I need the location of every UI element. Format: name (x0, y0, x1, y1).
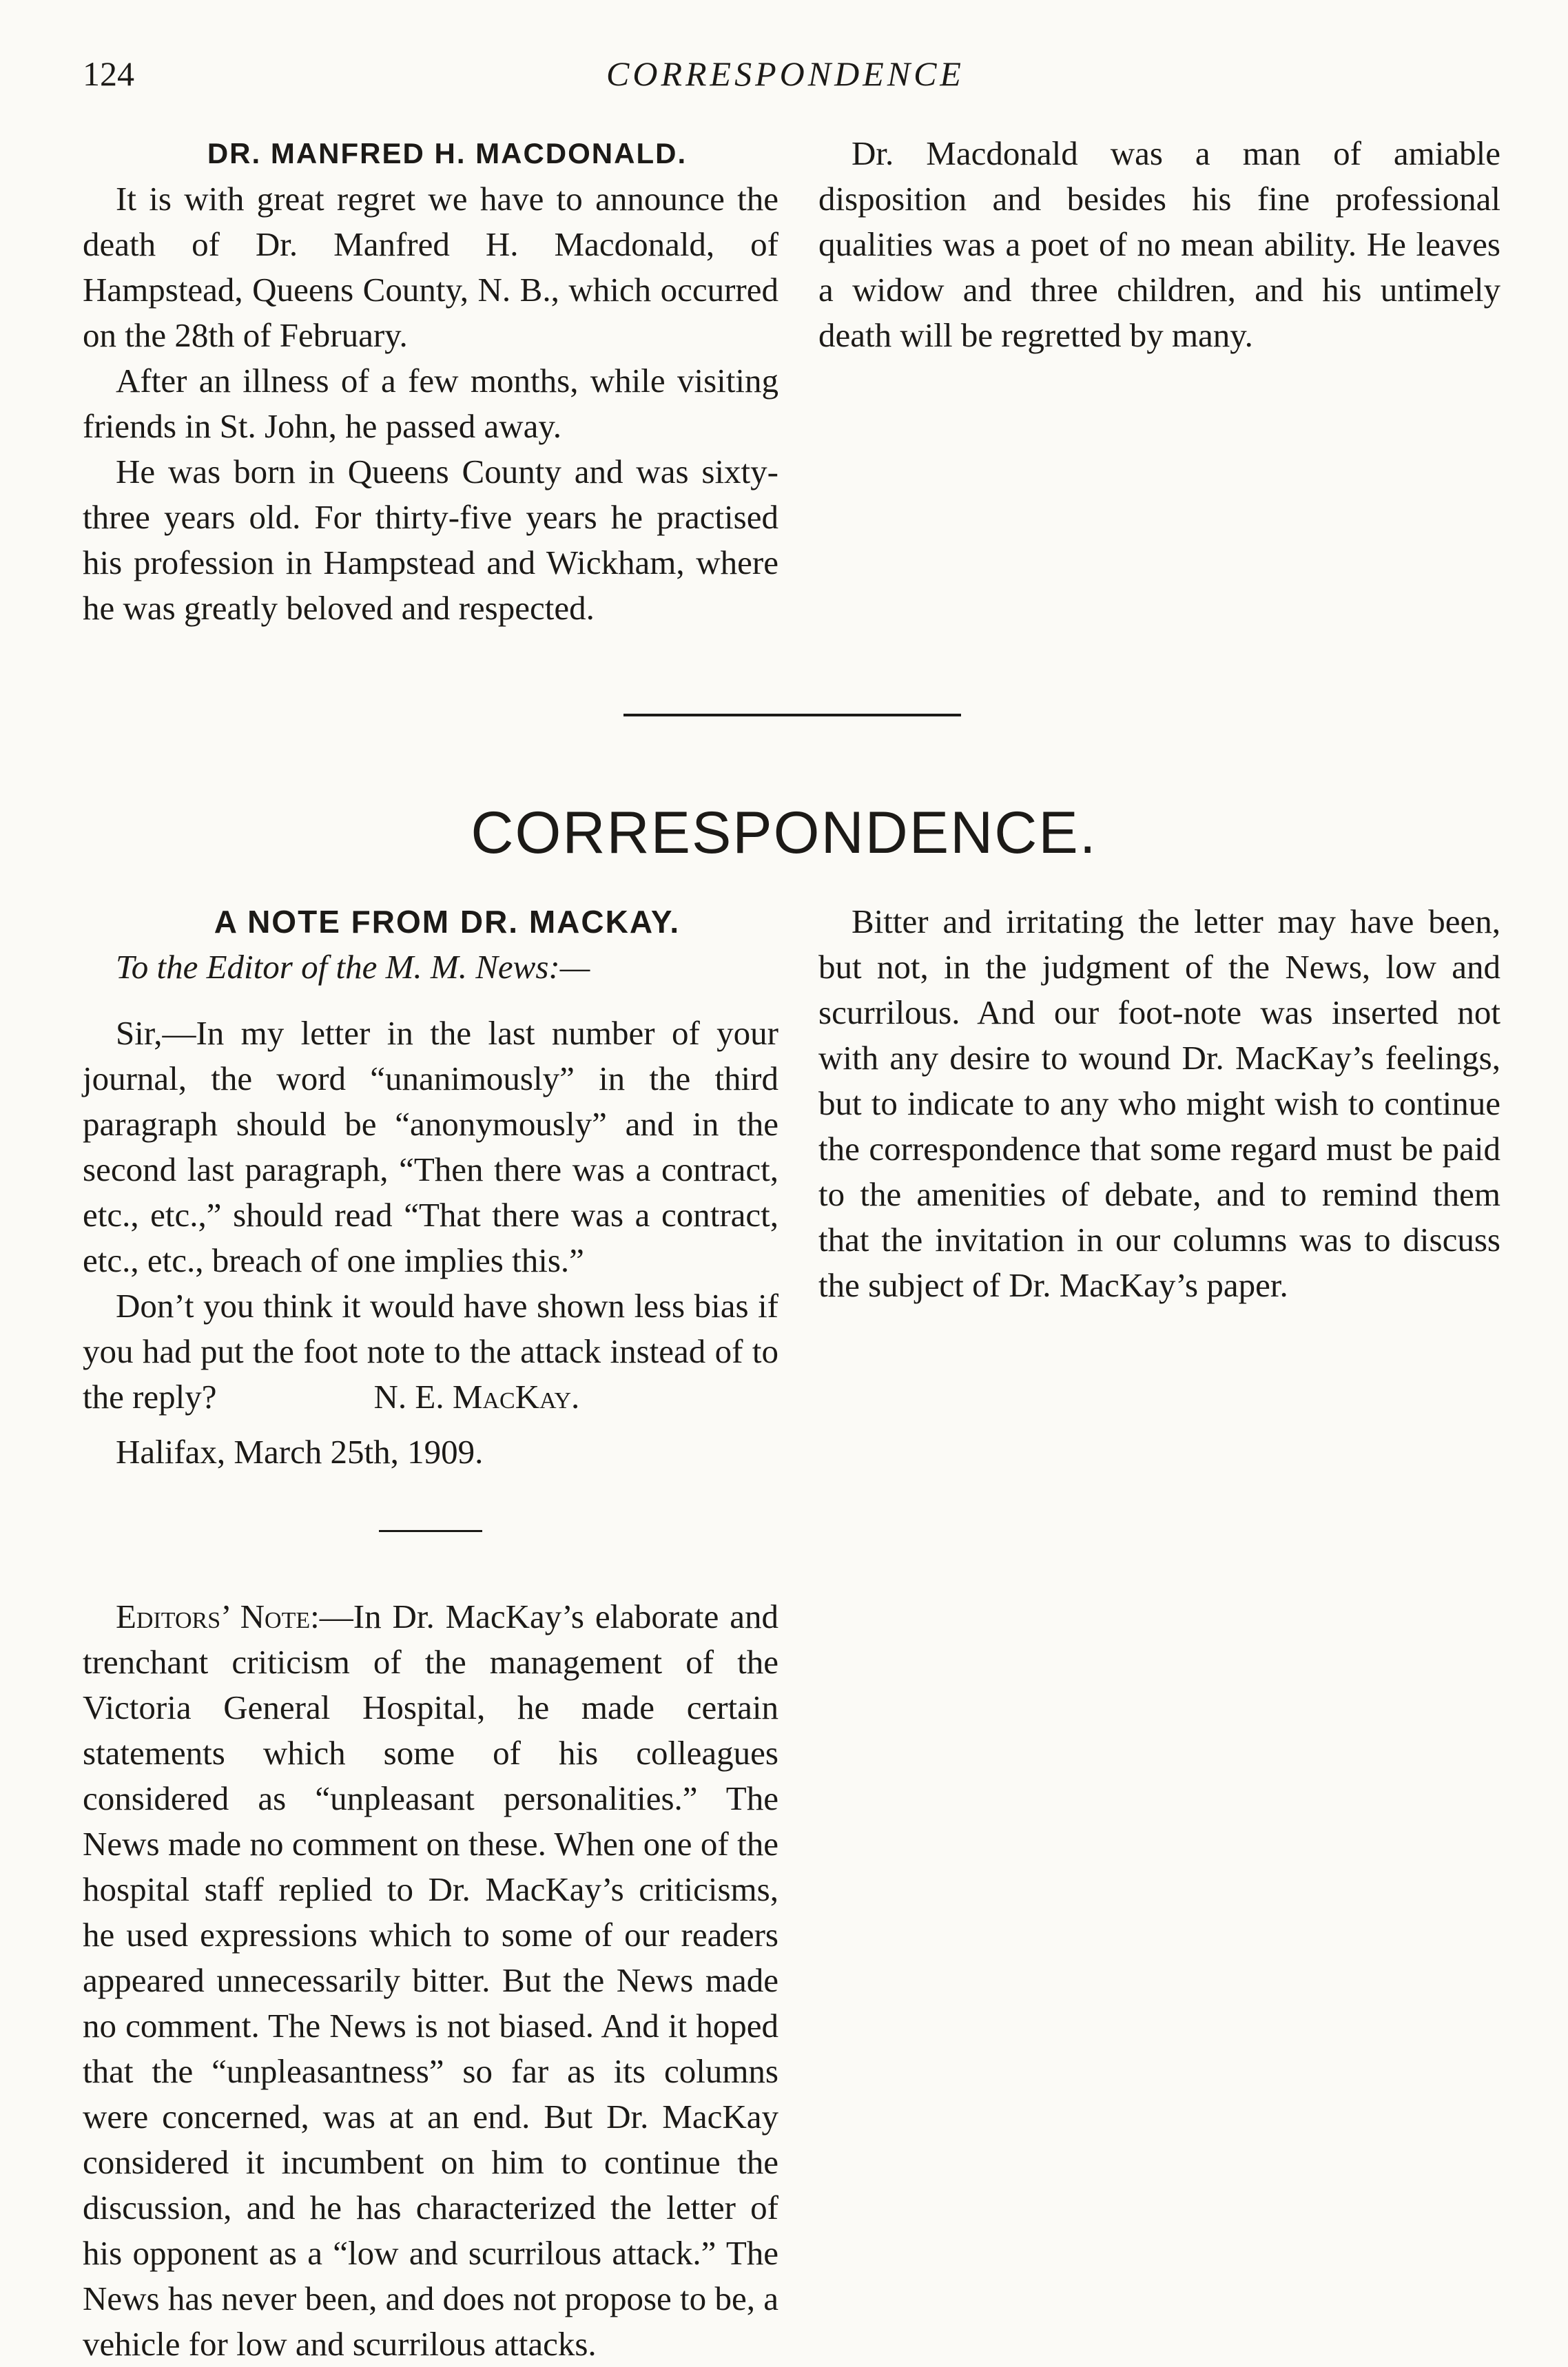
section-divider (623, 714, 961, 716)
letter-body: Sir,—In my letter in the last number of your journal, the word “unanimously” in the third paragraph should be “anonymously” and in the second last paragraph, “Then there was a contract, etc., etc.,” should read “That there was a contract, etc., etc., breach of one implies this.” (83, 1014, 778, 1279)
editors-note-label: Editors’ Note: (116, 1598, 320, 1635)
page-number: 124 (83, 54, 134, 93)
running-head (83, 54, 1488, 102)
running-title: CORRESPONDENCE (606, 54, 964, 93)
letter-body-2 (83, 1283, 778, 1420)
correspondence-right-column (818, 899, 1500, 1308)
letter-divider (379, 1530, 482, 1532)
obituary-paragraph-1: It is with great regret we have to announce the death of Dr. Manfred H. Macdonald, of Hampstead, Queens County, N. B., which occurred on the 28th of February. (83, 180, 778, 354)
editors-note-text-1: —In Dr. MacKay’s elaborate and trenchant criticism of the management of the Victoria General Hospital, he made certain statements which some of his colleagues considered as “unpleasant personalities.” The News made no comment on these. When one of the hospital staff replied to Dr. MacKay’s criticisms, he used expressions which to some of our readers appeared unnecessarily bitter. But the News made no comment. The News is not biased. And it hoped that the “unpleasantness” so far as its columns were concerned, was at an end. But Dr. MacKay considered it incumbent on him to continue the discussion, and he has characterized the letter of his opponent as a “low and scurrilous attack.” The News has never been, and does not propose to be, a vehicle for low and scurrilous attacks. (83, 1598, 778, 2363)
letter-dateline: Halifax, March 25th, 1909. (116, 1433, 484, 1471)
obituary-paragraph-3: He was born in Queens County and was sixty-three years old. For thirty-five years he practised his profession in Hampstead and Wickham, where he was greatly beloved and respected. (83, 453, 778, 627)
letter-signature: N. E. MacKay. (373, 1378, 580, 1416)
correspondence-left-column (83, 899, 778, 2367)
letter-salutation: To the Editor of the M. M. News:— (116, 948, 590, 986)
obituary-left-column (83, 131, 778, 631)
obituary-right-column (818, 131, 1500, 358)
section-title: CORRESPONDENCE. (471, 800, 1097, 866)
editors-note-paragraph-2: Bitter and irritating the letter may have been, but not, in the judgment of the News, low and scurrilous. And our foot-note was inserted not with any desire to wound Dr. MacKay’s feelings, but to indicate to any who might wish to continue the correspondence that some regard must be paid to the amenities of debate, and to remind them that the invitation in our columns was to discuss the subject of Dr. MacKay’s paper. (818, 902, 1500, 1304)
obituary-title: DR. MANFRED H. MACDONALD. (207, 137, 688, 169)
letter-title: A NOTE FROM DR. MACKAY. (214, 904, 681, 940)
letter-body-2-text: Don’t you think it would have shown less bias if you had put the foot note to the attack instead of to the reply? (83, 1287, 778, 1416)
obituary-paragraph-2: After an illness of a few months, while visiting friends in St. John, he passed away. (83, 362, 778, 445)
editors-note-paragraph-1 (83, 1594, 778, 2367)
obituary-paragraph-4: Dr. Macdonald was a man of amiable disposition and besides his fine professional qualities was a poet of no mean ability. He leaves a widow and three children, and his untimely death will be regretted by many. (818, 134, 1500, 354)
